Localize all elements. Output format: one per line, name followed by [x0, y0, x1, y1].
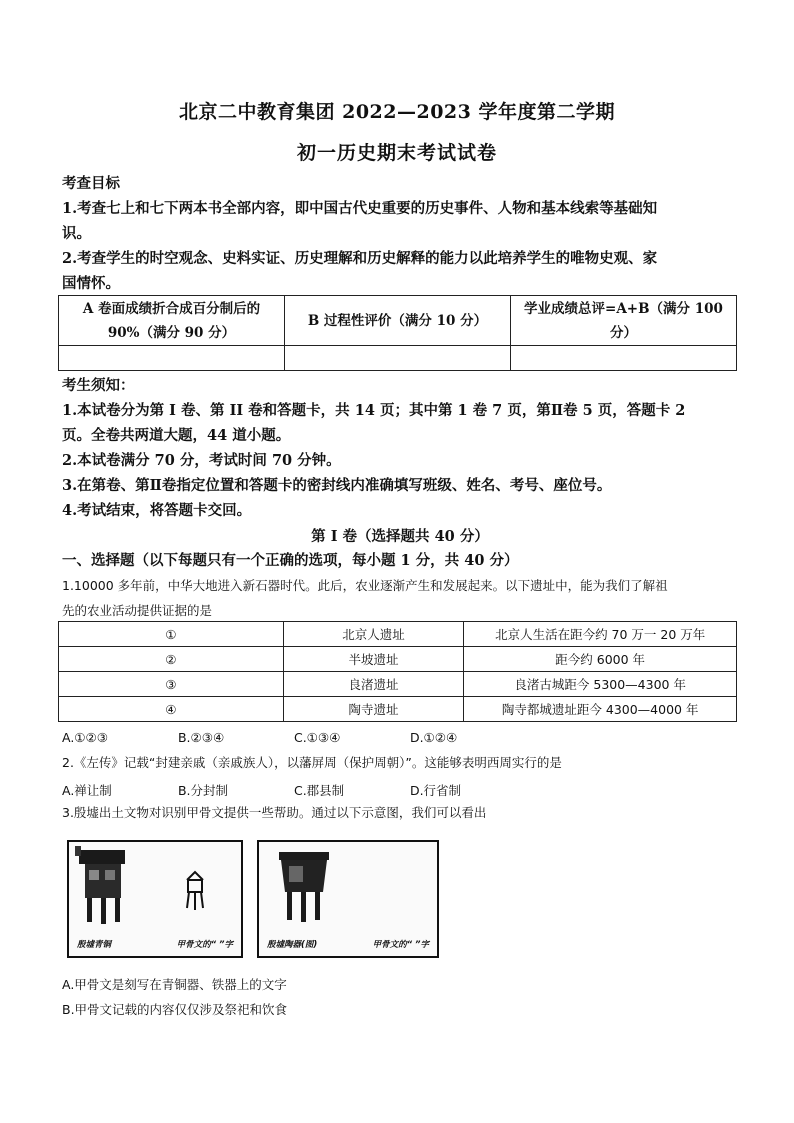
q2-option-a[interactable]: A.禅让制 — [62, 783, 112, 798]
notice-heading: 考生须知： — [62, 377, 135, 394]
score-col-c — [510, 296, 736, 346]
q2-option-d[interactable]: D.行省制 — [409, 783, 462, 798]
notice-1-line2: 页。全卷共两道大题，44 道小题。 — [62, 427, 291, 444]
score-col-c-line2: 分） — [609, 324, 637, 341]
section1-subtitle: 一、选择题（以下每题只有一个正确的选项，每小题 1 分，共 40 分） — [62, 552, 519, 569]
objective-1-line2: 识。 — [62, 225, 91, 242]
q1-option-c[interactable]: C.①③④ — [293, 730, 341, 745]
q3-option-b[interactable]: B.甲骨文记载的内容仅仅涉及祭祀和饮食 — [62, 1002, 288, 1017]
site-date: 良渚古城距今 5300—4300 年 — [464, 672, 737, 697]
pottery-vessel-picture — [259, 842, 437, 932]
q1-options — [62, 730, 522, 745]
q3-stem: 3.殷墟出土文物对识别甲骨文提供一些帮助。通过以下示意图，我们可以看出 — [62, 805, 487, 820]
score-col-c-line1: 学业成绩总评=A+B（满分 100 — [524, 300, 723, 317]
q2-stem: 2.《左传》记载“封建亲戚（亲戚族人），以藩屏周（保护周朝）”。这能够表明西周实行的是 — [62, 755, 562, 770]
site-name: 陶寺遗址 — [283, 697, 464, 722]
score-cell-c-blank[interactable] — [510, 346, 736, 371]
bronze-vessel-picture — [69, 842, 241, 932]
q2-option-b[interactable]: B.分封制 — [177, 783, 229, 798]
q3-figure-pottery — [257, 840, 439, 958]
site-date: 距今约 6000 年 — [464, 647, 737, 672]
site-number: ④ — [59, 697, 284, 722]
site-name: 良渚遗址 — [283, 672, 464, 697]
site-number: ① — [59, 622, 284, 647]
fig2-caption-left: 殷墟陶器(图) — [267, 940, 318, 950]
score-col-a — [59, 296, 285, 346]
q3-figure-bronze — [67, 840, 243, 958]
q1-site-table — [58, 621, 737, 722]
exam-title-line1: 北京二中教育集团 2022—2023 学年度第二学期 — [179, 101, 615, 123]
objective-1-line1: 1.考查七上和七下两本书全部内容，即中国古代史重要的历史事件、人物和基本线索等基础知 — [62, 200, 658, 217]
objective-2-line1: 2.考查学生的时空观念、史料实证、历史理解和历史解释的能力以此培养学生的唯物史观、家 — [62, 250, 658, 267]
objectives-heading: 考查目标 — [62, 175, 120, 192]
q1-stem-line1: 1.10000 多年前，中华大地进入新石器时代。此后，农业逐渐产生和发展起来。以下遗址中，能为我们了解祖 — [62, 578, 668, 593]
table-row — [59, 697, 737, 722]
oracle-glyph-icon — [187, 872, 203, 910]
q1-option-a[interactable]: A.①②③ — [62, 730, 108, 745]
notice-3: 3.在第卷、第Ⅱ卷指定位置和答题卡的密封线内准确填写班级、姓名、考号、座位号。 — [62, 477, 612, 494]
score-cell-a-blank[interactable] — [59, 346, 285, 371]
site-date: 北京人生活在距今约 70 万一 20 万年 — [464, 622, 737, 647]
score-col-a-line2: 90%（满分 90 分） — [107, 324, 236, 341]
notice-2: 2.本试卷满分 70 分，考试时间 70 分钟。 — [62, 452, 341, 469]
score-table — [58, 295, 737, 371]
table-row — [59, 622, 737, 647]
site-number: ③ — [59, 672, 284, 697]
q1-stem-line2: 先的农业活动提供证据的是 — [62, 603, 213, 618]
site-name: 北京人遗址 — [283, 622, 464, 647]
fig1-caption-left: 殷墟青铜 — [77, 940, 112, 950]
score-cell-b-blank[interactable] — [284, 346, 510, 371]
q1-option-d[interactable]: D.①②④ — [409, 730, 458, 745]
q3-option-a[interactable]: A.甲骨文是刻写在青铜器、铁器上的文字 — [62, 977, 287, 992]
table-row — [59, 672, 737, 697]
section1-title: 第 I 卷（选择题共 40 分） — [311, 528, 489, 545]
exam-title-line2: 初一历史期末考试试卷 — [296, 142, 497, 164]
score-col-a-line1: A 卷面成绩折合成百分制后的 — [82, 300, 261, 317]
site-number: ② — [59, 647, 284, 672]
site-date: 陶寺都城遗址距今 4300—4000 年 — [464, 697, 737, 722]
q2-options — [62, 781, 522, 799]
fig2-caption-right: 甲骨文的“ ”字 — [372, 940, 429, 950]
notice-1-line1: 1.本试卷分为第 I 卷、第 II 卷和答题卡，共 14 页；其中第 1 卷 7 页，第Ⅱ卷 5 页，答题卡 2 — [62, 402, 686, 419]
fig1-caption-right: 甲骨文的“ ”字 — [176, 940, 233, 950]
notice-4: 4.考试结束，将答题卡交回。 — [62, 502, 252, 519]
table-row — [59, 647, 737, 672]
objective-2-line2: 国情怀。 — [62, 275, 120, 292]
site-name: 半坡遗址 — [283, 647, 464, 672]
q2-option-c[interactable]: C.郡县制 — [293, 783, 345, 798]
score-col-b: B 过程性评价（满分 10 分） — [284, 296, 510, 346]
q1-option-b[interactable]: B.②③④ — [177, 730, 225, 745]
